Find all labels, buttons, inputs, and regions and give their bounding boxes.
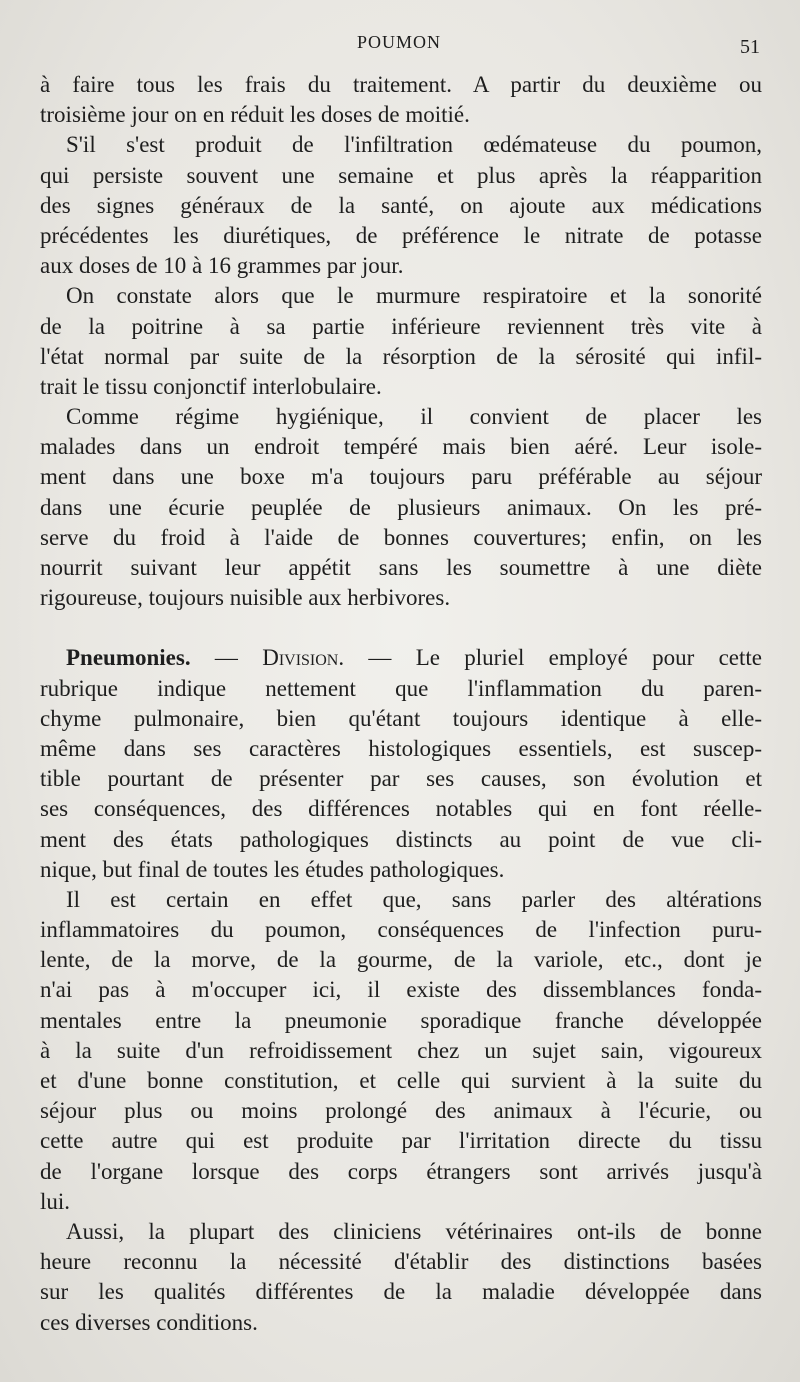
text-line: ment des états pathologiques distincts au point de vue cli-: [40, 826, 762, 852]
subsection-title: Division.: [262, 645, 345, 671]
text-line: même dans ses caractères histologiques essentiels, est suscep-: [40, 735, 762, 761]
section-first-line: [40, 643, 762, 673]
em-dash: —: [190, 645, 263, 671]
text-line: malades dans un endroit tempéré mais bien aéré. Leur isole-: [40, 434, 762, 460]
text-line: Aussi, la plupart des cliniciens vétérinaires ont-ils de bonne: [66, 1218, 762, 1244]
text-line: à la suite d'un refroidissement chez un sujet sain, vigoureux: [40, 1037, 762, 1063]
text-line: précédentes les diurétiques, de préférence le nitrate de potasse: [40, 222, 762, 248]
text-line: lui.: [40, 1188, 71, 1214]
text-line: ces diverses conditions.: [40, 1309, 258, 1335]
text-line: nourrit suivant leur appétit sans les soumettre à une diète: [40, 555, 762, 580]
text-line: à faire tous les frais du traitement. A partir du deuxième ou: [40, 72, 762, 97]
text-line: mentales entre la pneumonie sporadique franche développée: [40, 1007, 762, 1033]
page-number: 51: [740, 36, 760, 58]
text-line: chyme pulmonaire, bien qu'étant toujours identique à elle-: [40, 705, 762, 731]
text-line: cette autre qui est produite par l'irritation directe du tissu: [40, 1128, 762, 1154]
text-line: l'état normal par suite de la résorption de la sérosité qui infil-: [40, 343, 762, 369]
text-line: heure reconnu la nécessité d'établir des distinctions basées: [40, 1249, 762, 1275]
section-gap: [40, 613, 762, 643]
text-line: On constate alors que le murmure respiratoire et la sonorité: [66, 283, 762, 309]
text-line: dans une écurie peuplée de plusieurs animaux. On les pré-: [40, 494, 762, 520]
text-line: lente, de la morve, de la gourme, de la variole, etc., dont je: [40, 947, 762, 973]
text-line: Comme régime hygiénique, il convient de placer les: [66, 404, 762, 430]
body-text: [40, 70, 762, 1338]
text-line: rigoureuse, toujours nuisible aux herbivores.: [40, 585, 451, 611]
text-line: inflammatoires du poumon, conséquences de l'infection puru-: [40, 917, 762, 943]
text-line: serve du froid à l'aide de bonnes couvertures; enfin, on les: [40, 524, 762, 550]
section-first-line-text: Le pluriel employé pour cette: [415, 645, 762, 671]
text-line: tible pourtant de présenter par ses causes, son évolution et: [40, 766, 762, 792]
text-line: rubrique indique nettement que l'inflammation du paren-: [40, 675, 762, 701]
text-line: S'il s'est produit de l'infiltration œdémateuse du poumon,: [66, 132, 762, 158]
em-dash: —: [344, 645, 416, 671]
text-line: aux doses de 10 à 16 grammes par jour.: [40, 253, 404, 279]
text-line: ment dans une boxe m'a toujours paru préférable au séjour: [40, 464, 762, 490]
text-line: ses conséquences, des différences notables qui en font réelle-: [40, 796, 762, 822]
text-line: des signes généraux de la santé, on ajoute aux médications: [40, 192, 762, 218]
text-line: qui persiste souvent une semaine et plus après la réapparition: [40, 162, 762, 188]
text-line: troisième jour on en réduit les doses de moitié.: [40, 102, 470, 128]
text-line: trait le tissu conjonctif interlobulaire.: [40, 373, 382, 399]
text-line: sur les qualités différentes de la maladie développée dans: [40, 1279, 762, 1305]
text-line: Il est certain en effet que, sans parler des altérations: [66, 886, 762, 912]
section-heading: Pneumonies.: [66, 645, 191, 671]
text-line: de l'organe lorsque des corps étrangers sont arrivés jusqu'à: [40, 1158, 762, 1184]
page-header: [38, 32, 760, 62]
text-line: nique, but final de toutes les études pathologiques.: [40, 856, 505, 882]
running-title: POUMON: [356, 32, 441, 52]
text-line: n'ai pas à m'occuper ici, il existe des dissemblances fonda-: [40, 977, 762, 1003]
text-line: séjour plus ou moins prolongé des animaux à l'écurie, ou: [40, 1098, 762, 1124]
text-line: et d'une bonne constitution, et celle qui survient à la suite du: [40, 1068, 762, 1093]
text-line: de la poitrine à sa partie inférieure reviennent très vite à: [40, 313, 762, 339]
